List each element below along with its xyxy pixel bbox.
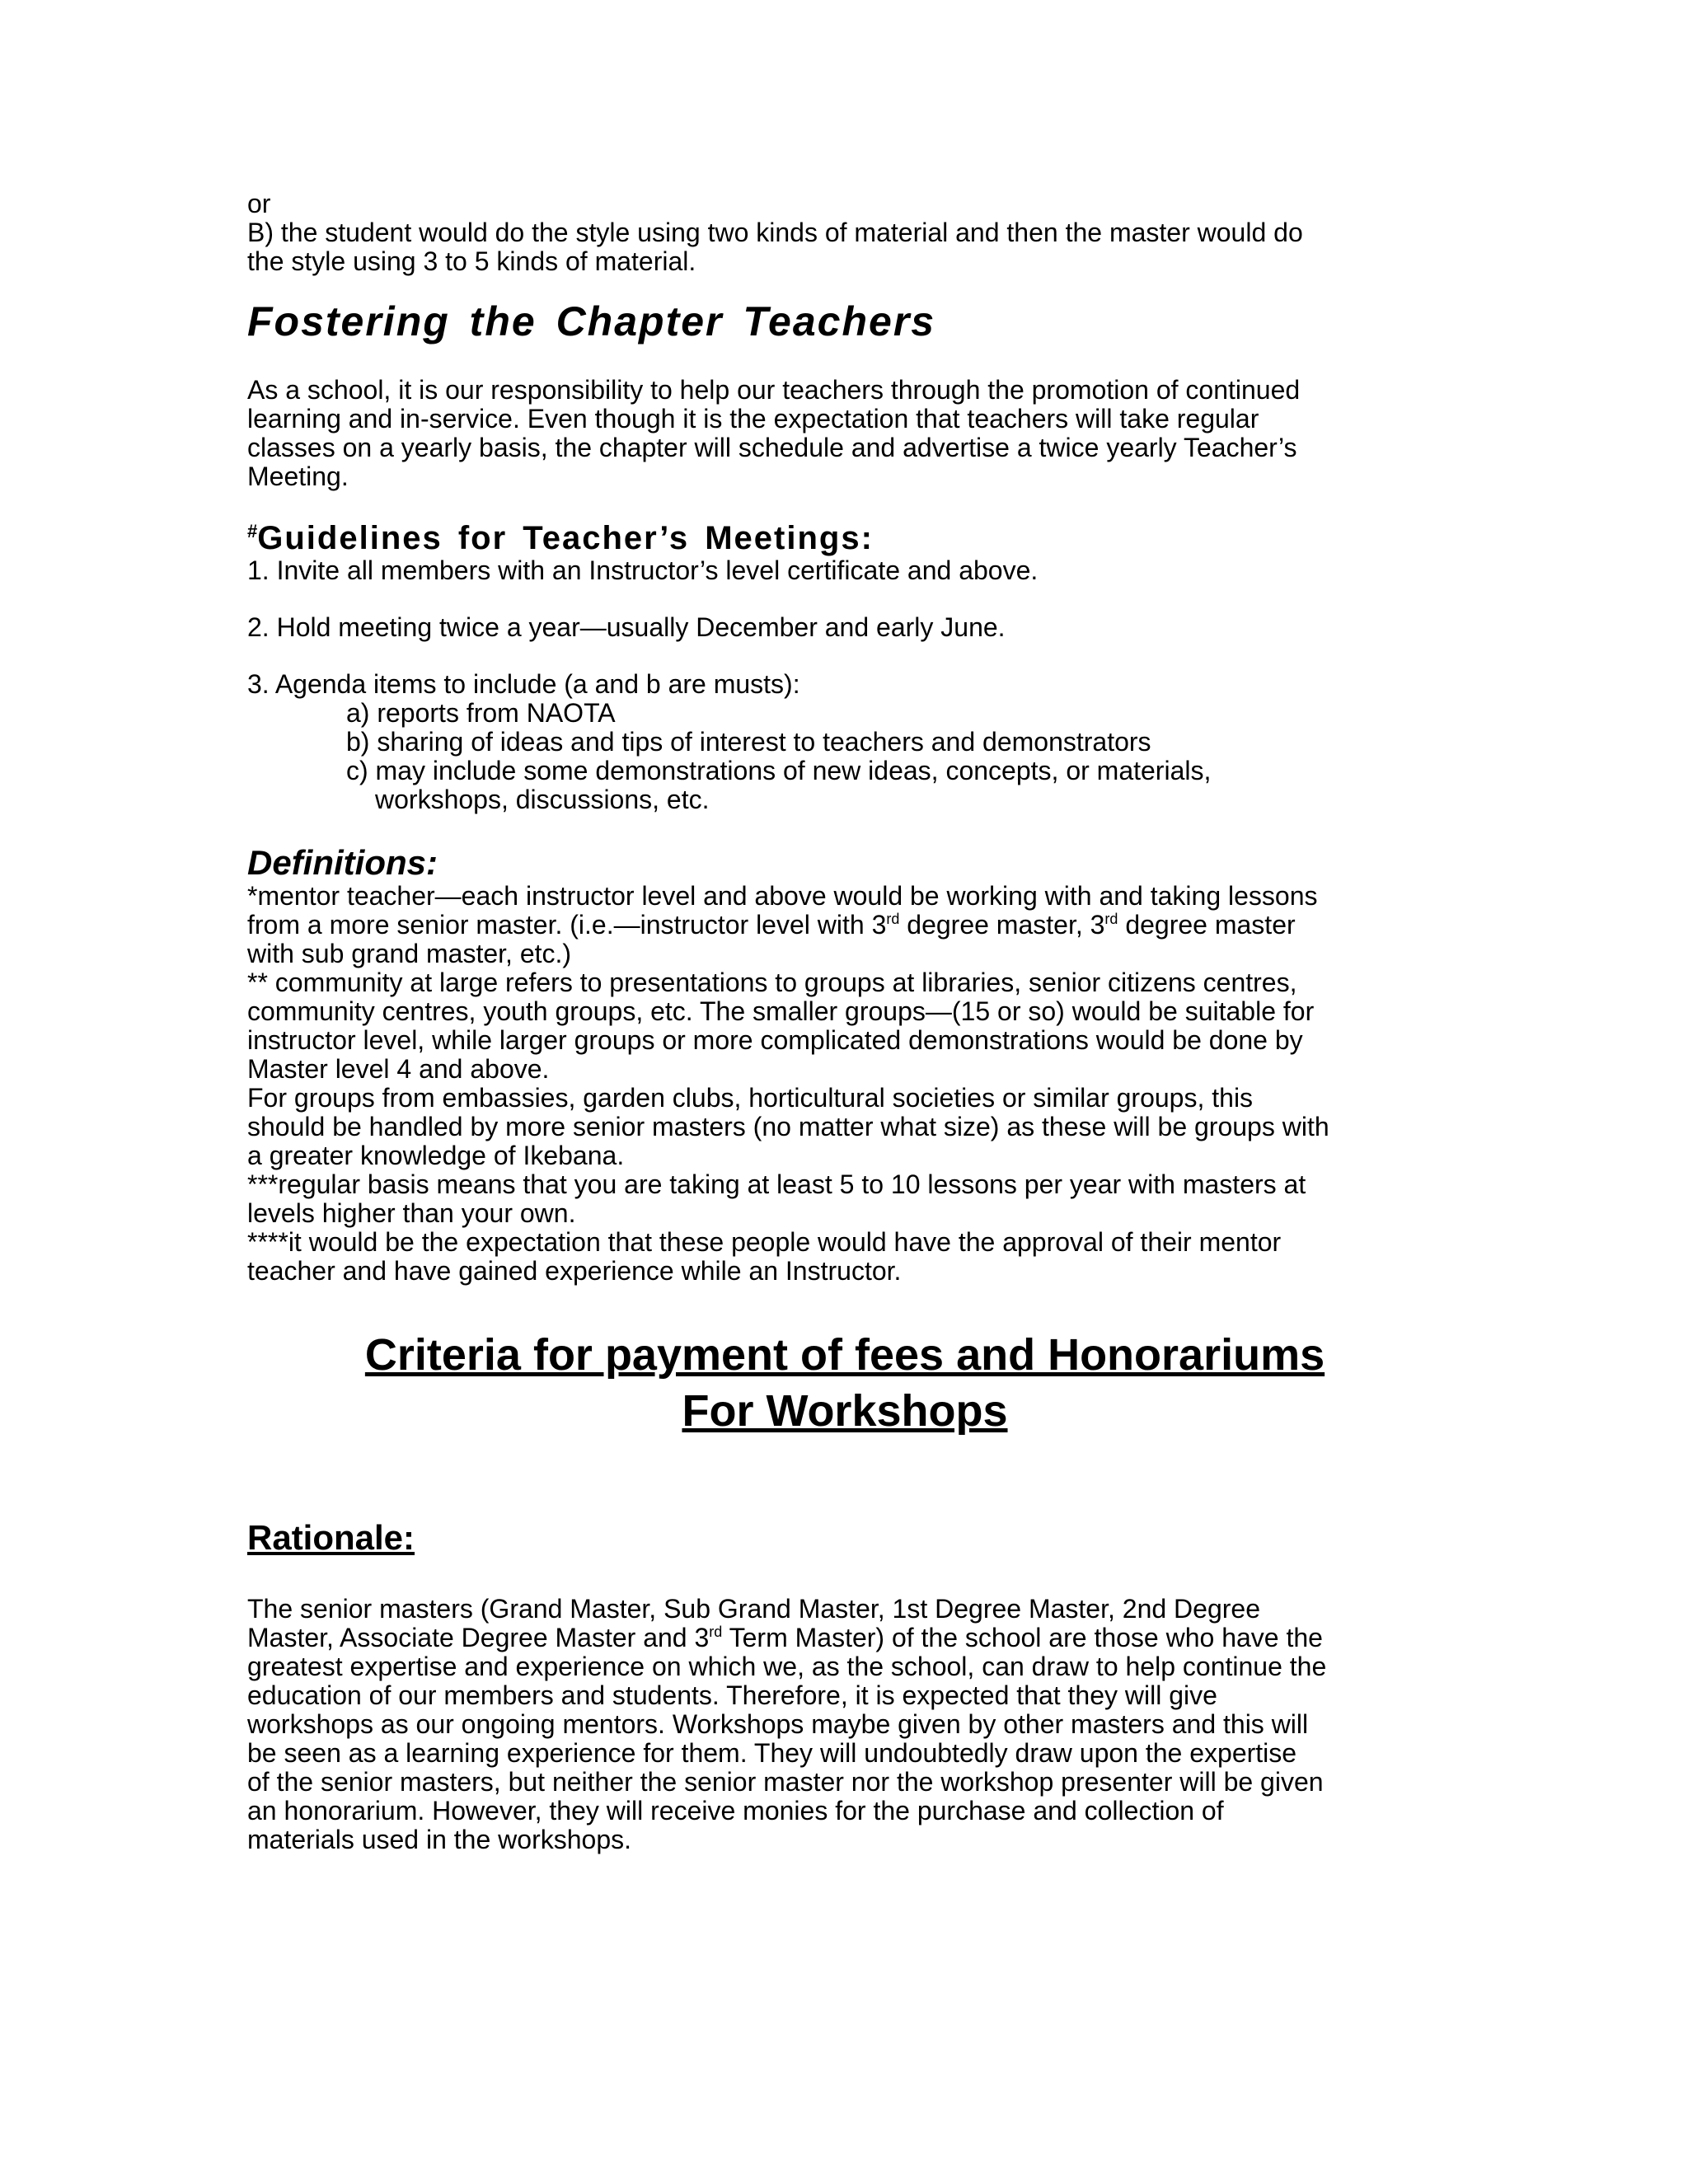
- rationale-text: Term Master) of the school are those who have the: [722, 1623, 1323, 1652]
- agenda-item-c: c) may include some demonstrations of new ideas, concepts, or materials,: [346, 756, 1212, 785]
- intro-line: B) the student would do the style using two kinds of material and then the master would do: [247, 218, 1303, 247]
- rationale-heading: Rationale:: [247, 1518, 415, 1557]
- guideline-item-3: 3. Agenda items to include (a and b are musts):: [247, 669, 800, 699]
- definition-text: from a more senior master. (i.e.—instructor level with 3: [247, 910, 887, 940]
- definition-line: should be handled by more senior masters (no matter what size) as these will be groups with: [247, 1112, 1329, 1141]
- guidelines-heading-text: Guidelines for Teacher’s Meetings:: [257, 520, 874, 556]
- rationale-line: greatest expertise and experience on which we, as the school, can draw to help continue the: [247, 1652, 1327, 1681]
- fostering-paragraph: [247, 376, 1442, 491]
- rationale-line: [247, 1624, 1442, 1652]
- rationale-line: an honorarium. However, they will receive monies for the purchase and collection of: [247, 1796, 1224, 1825]
- agenda-item-c-continued: workshops, discussions, etc.: [375, 785, 710, 814]
- ordinal-suffix: rd: [886, 911, 900, 927]
- agenda-item-b: b) sharing of ideas and tips of interest to teachers and demonstrators: [346, 727, 1151, 757]
- rationale-line: workshops as our ongoing mentors. Workshops maybe given by other masters and this will: [247, 1709, 1309, 1739]
- definitions-heading: Definitions:: [247, 843, 438, 882]
- definition-line: [247, 911, 1442, 940]
- definition-line: *mentor teacher—each instructor level and above would be working with and taking lessons: [247, 881, 1318, 911]
- rationale-line: be seen as a learning experience for them. They will undoubtedly draw upon the expertise: [247, 1738, 1297, 1768]
- fostering-line: learning and in-service. Even though it is the expectation that teachers will take regular: [247, 404, 1259, 434]
- definition-line: a greater knowledge of Ikebana.: [247, 1141, 625, 1170]
- ordinal-suffix: rd: [709, 1624, 723, 1640]
- definition-line: community centres, youth groups, etc. The smaller groups—(15 or so) would be suitable for: [247, 996, 1315, 1026]
- guidelines-marker: #: [247, 521, 258, 541]
- rationale-line: of the senior masters, but neither the senior master nor the workshop presenter will be given: [247, 1767, 1324, 1797]
- criteria-heading-line: Criteria for payment of fees and Honorariums: [364, 1330, 1325, 1380]
- guidelines-heading: [247, 520, 1442, 556]
- rationale-line: education of our members and students. Therefore, it is expected that they will give: [247, 1680, 1217, 1710]
- document-page: [247, 190, 1442, 1854]
- definition-text: degree master: [1118, 910, 1296, 940]
- intro-line: the style using 3 to 5 kinds of material.: [247, 246, 696, 276]
- definition-line: with sub grand master, etc.): [247, 939, 572, 968]
- fostering-line: As a school, it is our responsibility to help our teachers through the promotion of continued: [247, 375, 1301, 405]
- criteria-heading-line: For Workshops: [682, 1386, 1008, 1436]
- definition-line: ****it would be the expectation that these people would have the approval of their mentor: [247, 1227, 1282, 1257]
- fostering-heading: Fostering the Chapter Teachers: [247, 298, 936, 344]
- criteria-heading: [247, 1327, 1442, 1439]
- definition-line: ** community at large refers to presentations to groups at libraries, senior citizens centres,: [247, 968, 1297, 997]
- definitions-body: [247, 882, 1442, 1286]
- definition-line: ***regular basis means that you are taking at least 5 to 10 lessons per year with masters at: [247, 1169, 1306, 1199]
- rationale-text: Master, Associate Degree Master and 3: [247, 1623, 710, 1652]
- definition-line: instructor level, while larger groups or more complicated demonstrations would be done by: [247, 1025, 1303, 1055]
- intro-line: or: [247, 189, 271, 218]
- definition-line: teacher and have gained experience while an Instructor.: [247, 1256, 902, 1286]
- agenda-item-a: a) reports from NAOTA: [346, 698, 616, 728]
- ordinal-suffix: rd: [1104, 911, 1118, 927]
- rationale-paragraph: [247, 1595, 1442, 1854]
- rationale-line: materials used in the workshops.: [247, 1825, 631, 1854]
- rationale-line: The senior masters (Grand Master, Sub Grand Master, 1st Degree Master, 2nd Degree: [247, 1594, 1260, 1624]
- intro-paragraph: [247, 190, 1442, 276]
- fostering-line: Meeting.: [247, 462, 349, 491]
- definition-line: levels higher than your own.: [247, 1198, 576, 1228]
- definition-line: For groups from embassies, garden clubs, horticultural societies or similar groups, this: [247, 1083, 1254, 1113]
- guideline-item-2: 2. Hold meeting twice a year—usually December and early June.: [247, 612, 1006, 642]
- fostering-line: classes on a yearly basis, the chapter will schedule and advertise a twice yearly Teacher’s: [247, 433, 1297, 462]
- definition-line: Master level 4 and above.: [247, 1054, 550, 1084]
- definition-text: degree master, 3: [899, 910, 1105, 940]
- guideline-item-1: 1. Invite all members with an Instructor’s level certificate and above.: [247, 555, 1039, 585]
